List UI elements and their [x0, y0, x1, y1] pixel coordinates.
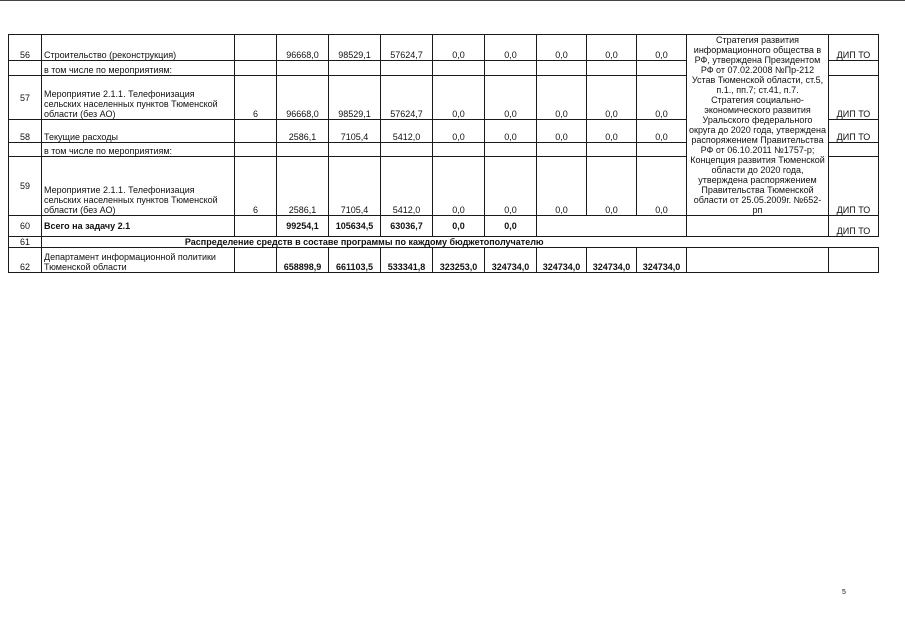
value-cell [381, 61, 433, 76]
budget-table [8, 34, 879, 273]
row-number: 58 [9, 120, 42, 143]
row-indicator [235, 120, 277, 143]
row-indicator [235, 248, 277, 273]
section-row [9, 237, 879, 248]
row-number: 60 [9, 216, 42, 237]
row-name: в том числе по мероприятиям: [42, 61, 235, 76]
table-row [9, 35, 879, 61]
row-indicator: 6 [235, 156, 277, 215]
legal-document: Стратегия социально-экономического развития Уральского федерального округа до 2020 года, утверждена распоряжением Правительства РФ от 06.10.2011 №1757-р; [689, 95, 826, 155]
value-cell: 7105,4 [329, 120, 381, 143]
row-indicator [235, 35, 277, 61]
value-cell: 323253,0 [433, 248, 485, 273]
value-cell: 7105,4 [329, 156, 381, 215]
row-indicator [235, 61, 277, 76]
value-cell [537, 216, 587, 237]
value-cell: 324734,0 [537, 248, 587, 273]
value-cell [637, 216, 687, 237]
legal-document: Устав Тюменской области, ст.5, п.1., пп.7; ст.41, п.7. [691, 75, 824, 95]
row-name: Текущие расходы [42, 120, 235, 143]
responsible-executor: ДИП ТО [829, 35, 879, 61]
value-cell: 324734,0 [587, 248, 637, 273]
value-cell: 57624,7 [381, 35, 433, 61]
value-cell: 0,0 [433, 76, 485, 120]
row-name: Департамент информационной политики Тюменской области [42, 248, 235, 273]
legal-basis-cell [687, 248, 829, 273]
value-cell: 96668,0 [277, 76, 329, 120]
legal-document: Концепция развития Тюменской области до 2020 года, утверждена распоряжением Правительства Тюменской области от 25.05.2009г. №652-рп [690, 155, 825, 215]
empty-cell [687, 237, 829, 248]
table-row [9, 216, 879, 237]
scan-edge [0, 0, 905, 1]
value-cell: 0,0 [485, 156, 537, 215]
row-indicator [235, 216, 277, 237]
responsible-executor: ДИП ТО [829, 76, 879, 120]
value-cell: 5412,0 [381, 120, 433, 143]
value-cell: 0,0 [485, 216, 537, 237]
value-cell: 63036,7 [381, 216, 433, 237]
section-title: Распределение средств в составе программы по каждому бюджетополучателю [42, 237, 687, 248]
value-cell [329, 61, 381, 76]
value-cell: 57624,7 [381, 76, 433, 120]
value-cell: 0,0 [485, 120, 537, 143]
value-cell: 0,0 [537, 156, 587, 215]
row-number: 62 [9, 248, 42, 273]
row-name: Всего на задачу 2.1 [42, 216, 235, 237]
value-cell: 0,0 [433, 156, 485, 215]
value-cell: 0,0 [587, 76, 637, 120]
responsible-executor [829, 248, 879, 273]
legal-basis-cell [687, 216, 829, 237]
value-cell: 0,0 [433, 120, 485, 143]
value-cell: 0,0 [587, 120, 637, 143]
value-cell [587, 61, 637, 76]
value-cell: 0,0 [485, 76, 537, 120]
value-cell: 0,0 [637, 120, 687, 143]
responsible-executor: ДИП ТО [829, 216, 879, 237]
value-cell [587, 216, 637, 237]
value-cell [485, 143, 537, 157]
value-cell: 0,0 [587, 35, 637, 61]
row-number: 56 [9, 35, 42, 61]
row-name: Строительство (реконструкция) [42, 35, 235, 61]
value-cell [537, 61, 587, 76]
value-cell [277, 61, 329, 76]
value-cell: 0,0 [637, 76, 687, 120]
value-cell: 533341,8 [381, 248, 433, 273]
value-cell: 0,0 [537, 35, 587, 61]
row-indicator [235, 143, 277, 157]
responsible-executor: ДИП ТО [829, 120, 879, 143]
value-cell: 0,0 [537, 120, 587, 143]
value-cell: 2586,1 [277, 120, 329, 143]
responsible-executor [829, 143, 879, 157]
empty-cell [829, 237, 879, 248]
value-cell [637, 143, 687, 157]
value-cell [587, 143, 637, 157]
row-name: Мероприятие 2.1.1. Телефонизация сельских населенных пунктов Тюменской области (без АО) [42, 156, 235, 215]
value-cell: 98529,1 [329, 35, 381, 61]
value-cell: 324734,0 [637, 248, 687, 273]
row-number: 59 [9, 156, 42, 215]
row-number: 57 [9, 76, 42, 120]
row-name: Мероприятие 2.1.1. Телефонизация сельских населенных пунктов Тюменской области (без АО) [42, 76, 235, 120]
responsible-executor: ДИП ТО [829, 156, 879, 215]
value-cell [329, 143, 381, 157]
value-cell: 96668,0 [277, 35, 329, 61]
value-cell: 0,0 [587, 156, 637, 215]
value-cell: 99254,1 [277, 216, 329, 237]
row-name: в том числе по мероприятиям: [42, 143, 235, 157]
value-cell [433, 61, 485, 76]
row-number [9, 61, 42, 76]
value-cell: 0,0 [637, 35, 687, 61]
value-cell [277, 143, 329, 157]
value-cell [537, 143, 587, 157]
value-cell: 2586,1 [277, 156, 329, 215]
value-cell: 0,0 [433, 35, 485, 61]
value-cell: 324734,0 [485, 248, 537, 273]
value-cell: 0,0 [485, 35, 537, 61]
value-cell [485, 61, 537, 76]
value-cell: 658898,9 [277, 248, 329, 273]
legal-document: Стратегия развития информационного общества в РФ, утверждена Президентом РФ от 07.02.2008 №Пр-212 [693, 35, 822, 75]
row-indicator: 6 [235, 76, 277, 120]
value-cell [433, 143, 485, 157]
value-cell: 661103,5 [329, 248, 381, 273]
value-cell: 98529,1 [329, 76, 381, 120]
value-cell: 5412,0 [381, 156, 433, 215]
row-number [9, 143, 42, 157]
table-row [9, 248, 879, 273]
responsible-executor [829, 61, 879, 76]
value-cell: 0,0 [537, 76, 587, 120]
row-number: 61 [9, 237, 42, 248]
legal-basis-cell [687, 35, 829, 216]
value-cell [381, 143, 433, 157]
value-cell: 105634,5 [329, 216, 381, 237]
value-cell: 0,0 [637, 156, 687, 215]
value-cell: 0,0 [433, 216, 485, 237]
value-cell [637, 61, 687, 76]
page-number: 5 [842, 589, 846, 596]
